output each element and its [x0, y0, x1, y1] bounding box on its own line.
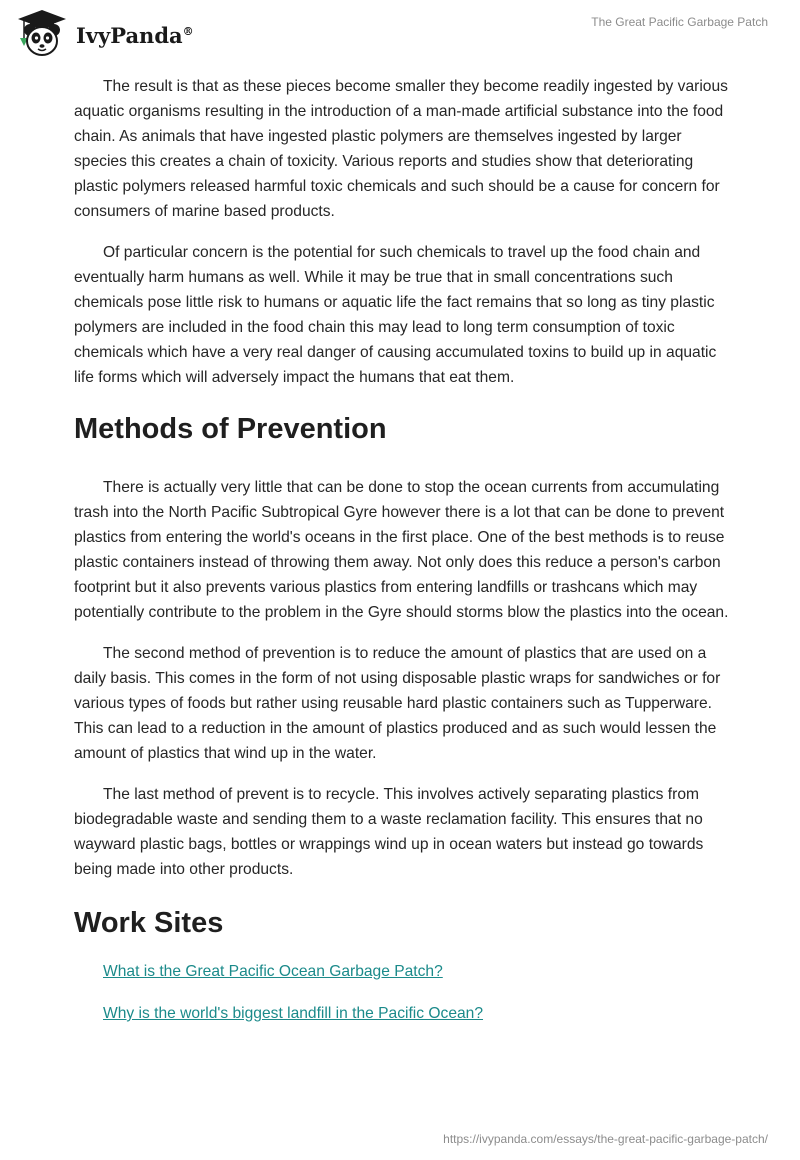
paragraph: The result is that as these pieces become smaller they become readily ingested by various aquatic organisms resulting in the introduction of a man-made artificial substance into the food chain. As animals that have ingested plastic polymers are themselves ingested by larger species this creates a chain of toxicity. Various reports and studies show that deteriorating plastic polymers released harmful toxic chemicals and such should be a cause for concern for consumers of marine based products. — [74, 78, 728, 220]
panda-graduate-icon — [14, 8, 70, 58]
ivypanda-logo[interactable] — [14, 8, 194, 58]
paragraph: The second method of prevention is to reduce the amount of plastics that are used on a daily basis. This comes in the form of not using disposable plastic wraps for sandwiches or for various types of foods but rather using reusable hard plastic containers such as Tupperware. This can lead to a reduction in the amount of plastics produced and as such would lessen the amount of plastics that wind up in the water. — [74, 645, 721, 762]
page-header — [0, 0, 800, 60]
work-site-item — [74, 961, 734, 983]
paragraph: There is actually very little that can be done to stop the ocean currents from accumulating trash into the North Pacific Subtropical Gyre however there is a lot that can be done to prevent plastics from entering the world's oceans in the first place. One of the best methods is to reuse plastic containers instead of throwing them away. Not only does this reduce a person's carbon footprint but it also prevents various plastics from entering landfills or trashcans which may potentially contribute to the problem in the Gyre should storms blow the plastics into the ocean. — [74, 479, 729, 621]
source-url: https://ivypanda.com/essays/the-great-pacific-garbage-patch/ — [443, 1132, 768, 1146]
essay-content — [74, 74, 734, 1045]
document-title: The Great Pacific Garbage Patch — [591, 15, 768, 29]
brand-name: IvyPanda® — [76, 22, 194, 48]
section-heading-prevention: Methods of Prevention — [74, 413, 387, 445]
work-site-link[interactable]: What is the Great Pacific Ocean Garbage Patch? — [103, 963, 443, 980]
section-heading-work-sites: Work Sites — [74, 907, 224, 939]
paragraph: The last method of prevent is to recycle. This involves actively separating plastics from biodegradable waste and sending them to a waste reclamation facility. This ensures that no wayward plastic bags, bottles or wrappings wind up in ocean waters but instead go towards being made into other products. — [74, 786, 704, 878]
work-site-item — [74, 1003, 734, 1025]
paragraph: Of particular concern is the potential for such chemicals to travel up the food chain and eventually harm humans as well. While it may be true that in small concentrations such chemicals pose little risk to humans or aquatic life the fact remains that so long as tiny plastic polymers are included in the food chain this may lead to long term consumption of toxic chemicals which have a very real danger of causing accumulated toxins to build up in aquatic life forms which will adversely impact the humans that eat them. — [74, 244, 717, 386]
registered-mark: ® — [182, 24, 194, 38]
work-site-link[interactable]: Why is the world's biggest landfill in the Pacific Ocean? — [103, 1005, 484, 1022]
